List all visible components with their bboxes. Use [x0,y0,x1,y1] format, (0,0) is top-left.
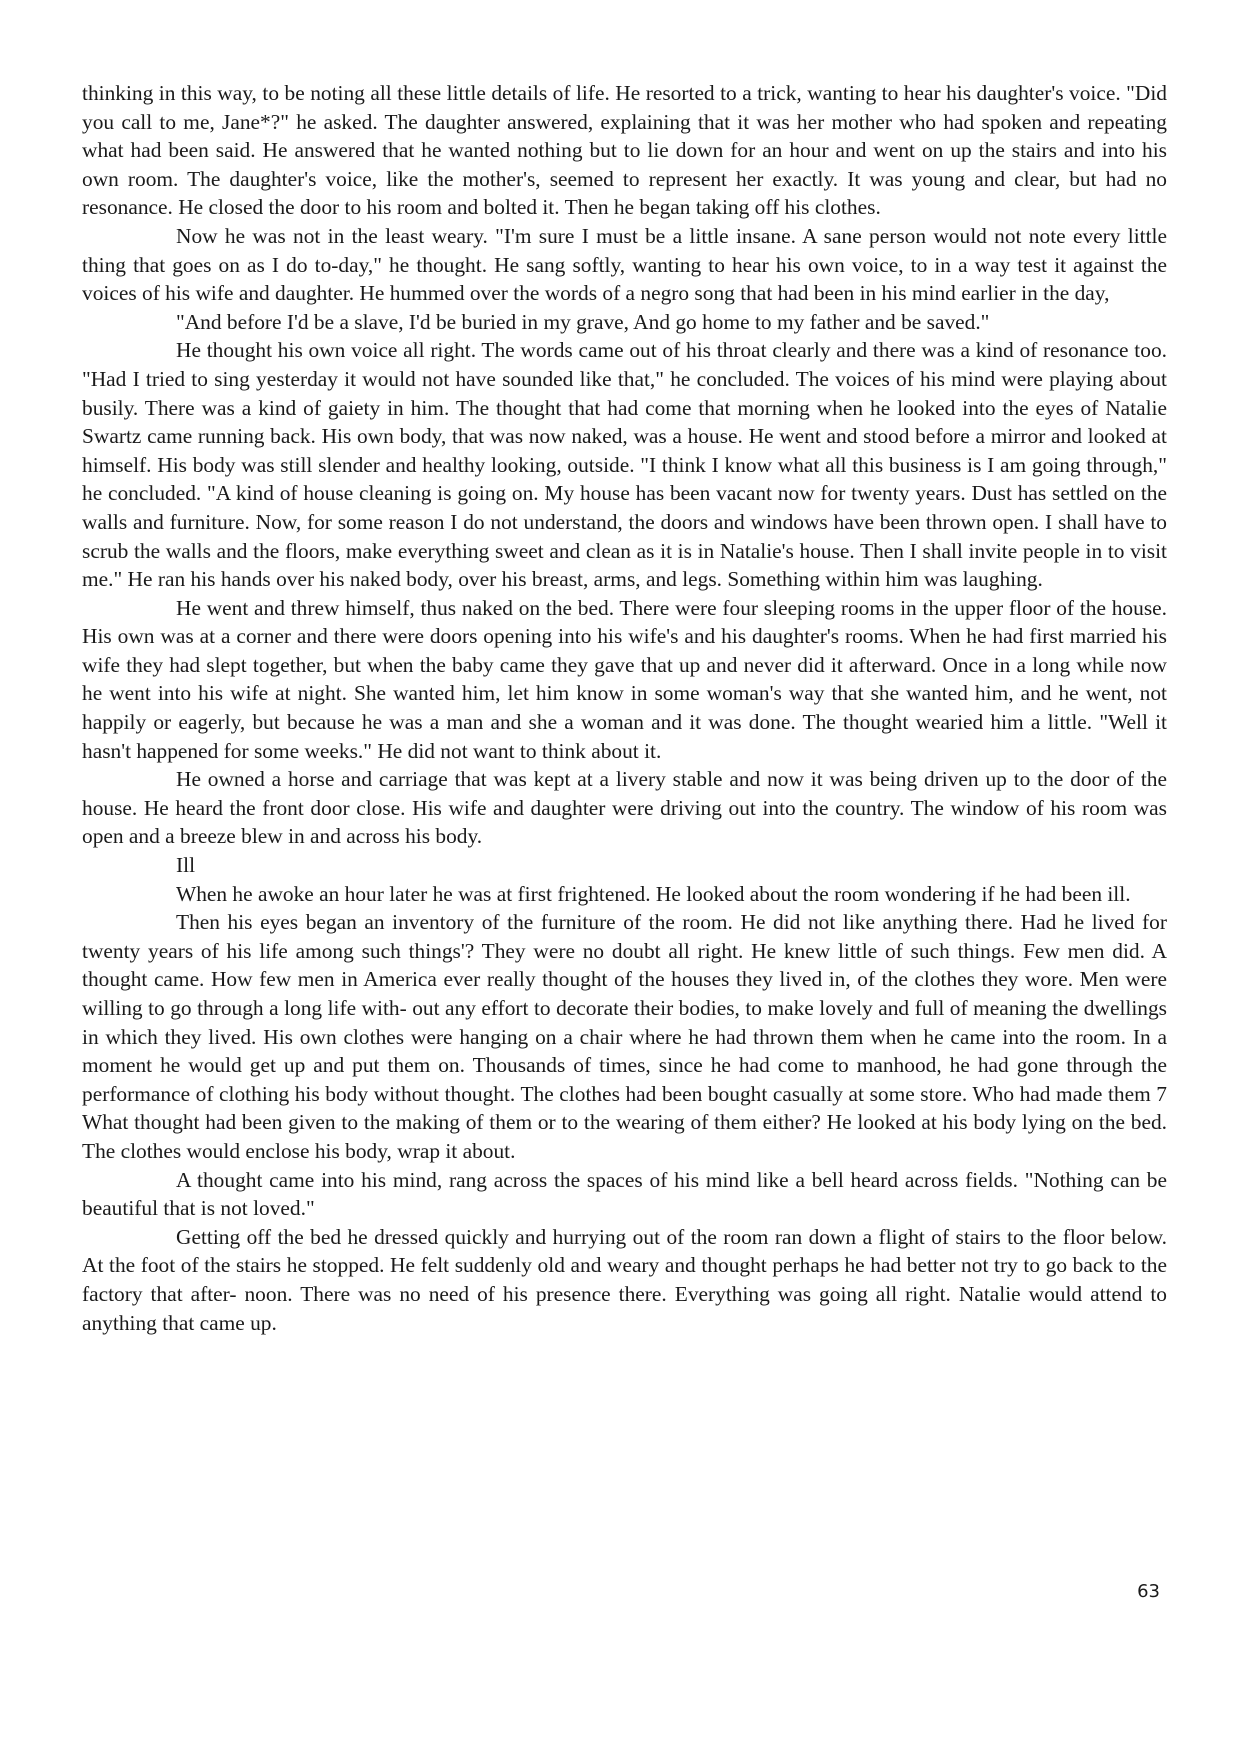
page-number: 63 [1137,1581,1160,1602]
paragraph-2: Now he was not in the least weary. "I'm sure I must be a little insane. A sane person would not note every little thing that goes on as I do to-day," he thought. He sang softly, wanting to hear his own voice, to in a way test it against the voices of his wife and daughter. He hummed over the words of a negro song that had been in his mind earlier in the day, [82,223,1167,306]
document-body [82,79,1167,1337]
paragraph-8: When he awoke an hour later he was at first frightened. He looked about the room wondering if he had been ill. [176,881,1131,906]
paragraph-10: A thought came into his mind, rang across the spaces of his mind like a bell heard across fields. "Nothing can be beautiful that is not loved." [82,1167,1167,1221]
paragraph-6: He owned a horse and carriage that was kept at a livery stable and now it was being driven up to the door of the house. He heard the front door close. His wife and daughter were driving out into the country. The window of his room was open and a breeze blew in and across his body. [82,767,1167,849]
paragraph-4: He thought his own voice all right. The words came out of his throat clearly and there was a kind of resonance too. "Had I tried to sing yesterday it would not have sounded like that," he concluded. The voices of his mind were playing about busily. There was a kind of gaiety in him. The thought that had come that morning when he looked into the eyes of Natalie Swartz came running back. His own body, that was now naked, was a house. He went and stood before a mirror and looked at himself. His body was still slender and healthy looking, outside. "I think I know what all this business is I am going through," he concluded. "A kind of house cleaning is going on. My house has been vacant now for twenty years. Dust has settled on the walls and furniture. Now, for some reason I do not understand, the doors and windows have been thrown open. I shall have to scrub the walls and the floors, make everything sweet and clean as it is in Natalie's house. Then I shall invite people in to visit me." He ran his hands over his naked body, over his breast, arms, and legs. Something within him was laughing. [82,338,1167,592]
paragraph-11: Getting off the bed he dressed quickly and hurrying out of the room ran down a flight of stairs to the floor below. At the foot of the stairs he stopped. He felt suddenly old and weary and thought perhaps he had better not try to go back to the factory that after- noon. There was no need of his presence there. Everything was going all right. Natalie would attend to anything that came up. [82,1224,1167,1335]
paragraph-5: He went and threw himself, thus naked on the bed. There were four sleeping rooms in the upper floor of the house. His own was at a corner and there were doors opening into his wife's and his daughter's rooms. When he had first married his wife they had slept together, but when the baby came they gave that up and never did it afterward. Once in a long while now he went into his wife at night. She wanted him, let him know in some woman's way that she wanted him, and he went, not happily or eagerly, but because he was a man and she a woman and it was done. The thought wearied him a little. "Well it hasn't happened for some weeks." He did not want to think about it. [82,595,1167,763]
song-quote: "And before I'd be a slave, I'd be buried in my grave, And go home to my father and be saved." [176,309,990,334]
section-heading: Ill [176,853,196,878]
paragraph-1: thinking in this way, to be noting all these little details of life. He resorted to a trick, wanting to hear his daughter's voice. "Did you call to me, Jane*?" he asked. The daughter answered, explaining that it was her mother who had spoken and repeating what had been said. He answered that he wanted nothing but to lie down for an hour and went on up the stairs and into his own room. The daughter's voice, like the mother's, seemed to represent her exactly. It was young and clear, but had no resonance. He closed the door to his room and bolted it. Then he began taking off his clothes. [82,81,1167,220]
paragraph-9: Then his eyes began an inventory of the furniture of the room. He did not like anything there. Had he lived for twenty years of his life among such things'? They were no doubt all right. He knew little of such things. Few men did. A thought came. How few men in America ever really thought of the houses they lived in, of the clothes they wore. Men were willing to go through a long life with- out any effort to decorate their bodies, to make lovely and full of meaning the dwellings in which they lived. His own clothes were hanging on a chair where he had thrown them when he came into the room. In a moment he would get up and put them on. Thousands of times, since he had come to manhood, he had gone through the performance of clothing his body without thought. The clothes had been bought casually at some store. Who had made them 7 What thought had been given to the making of them or to the wearing of them either? He looked at his body lying on the bed. The clothes would enclose his body, wrap it about. [82,910,1167,1163]
